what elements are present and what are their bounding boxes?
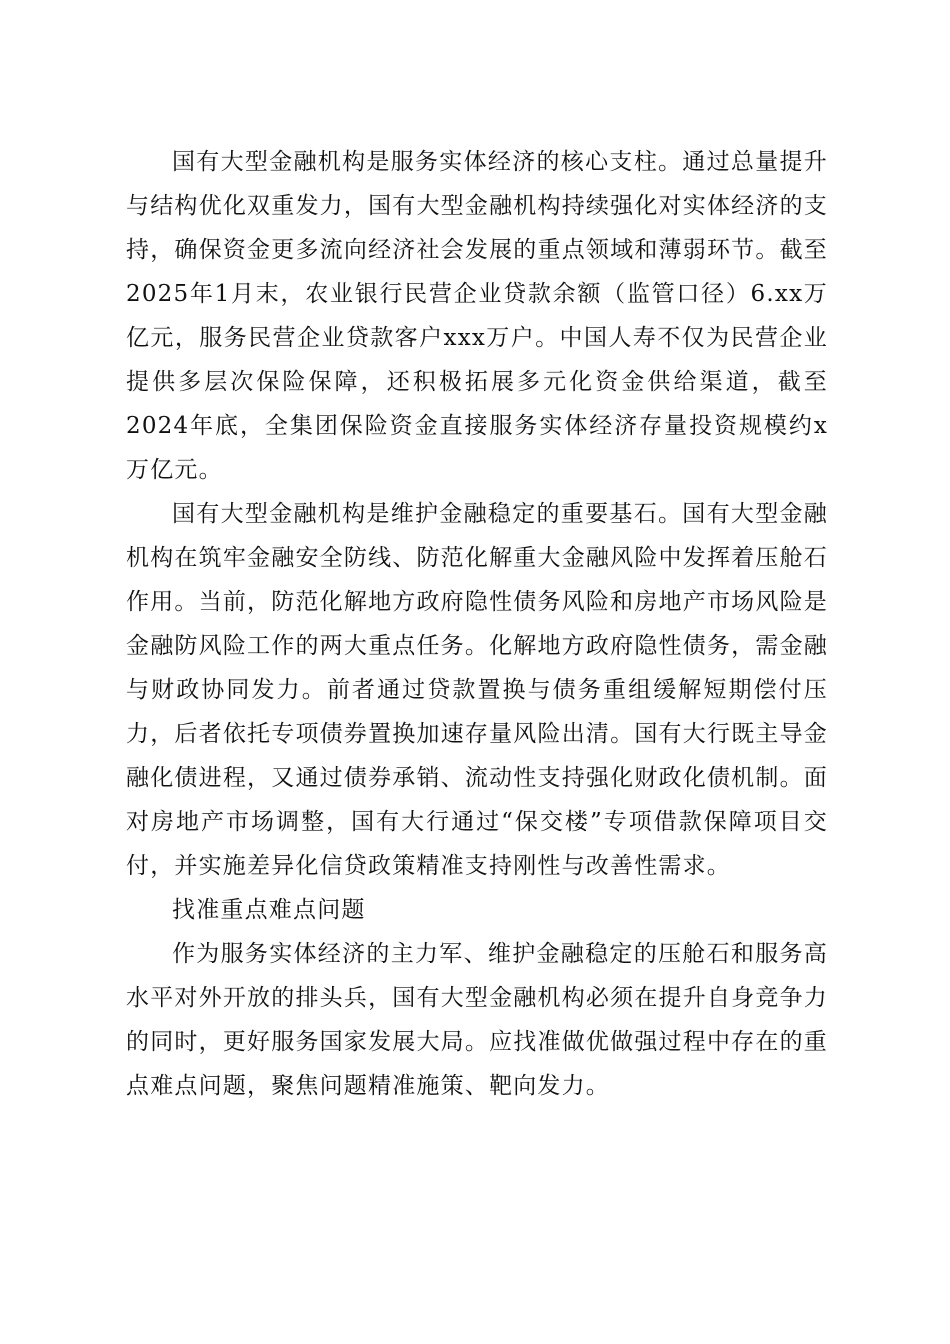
- section-heading: 找准重点难点问题: [172, 897, 366, 923]
- document-body: [126, 140, 828, 1108]
- paragraph-financial-stability: 国有大型金融机构是维护金融稳定的重要基石。国有大型金融机构在筑牢金融安全防线、防范化解重大金融风险中发挥着压舱石作用。当前，防范化解地方政府隐性债务风险和房地产市场风险是金融防风险工作的两大重点任务。化解地方政府隐性债务，需金融与财政协同发力。前者通过贷款置换与债务重组缓解短期偿付压力，后者依托专项债券置换加速存量风险出清。国有大行既主导金融化债进程，又通过债券承销、流动性支持强化财政化债机制。面对房地产市场调整，国有大行通过“保交楼”专项借款保障项目交付，并实施差异化信贷政策精准支持刚性与改善性需求。: [126, 501, 828, 879]
- paragraph-closing: 作为服务实体经济的主力军、维护金融稳定的压舱石和服务高水平对外开放的排头兵，国有大型金融机构必须在提升自身竞争力的同时，更好服务国家发展大局。应找准做优做强过程中存在的重点难点问题，聚焦问题精准施策、靶向发力。: [126, 941, 828, 1099]
- paragraph-real-economy: 国有大型金融机构是服务实体经济的核心支柱。通过总量提升与结构优化双重发力，国有大型金融机构持续强化对实体经济的支持，确保资金更多流向经济社会发展的重点领域和薄弱环节。截至2025年1月末，农业银行民营企业贷款余额（监管口径）6.xx万亿元，服务民营企业贷款客户xxx万户。中国人寿不仅为民营企业提供多层次保险保障，还积极拓展多元化资金供给渠道，截至2024年底，全集团保险资金直接服务实体经济存量投资规模约x万亿元。: [126, 149, 828, 483]
